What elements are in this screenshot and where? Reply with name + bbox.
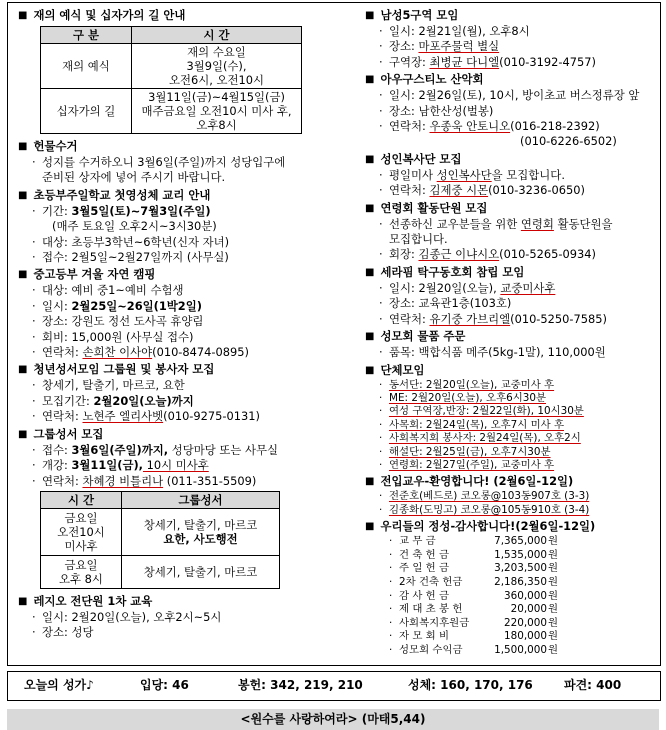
section-title: ■ 레지오 전단원 1차 교육 — [18, 593, 153, 608]
group-bible-table — [40, 491, 280, 589]
list-item: · 회비: 15,000원 (사무실 접수) — [32, 329, 194, 344]
cell-line: 금요일 — [64, 510, 98, 525]
section-table-tennis — [365, 264, 665, 327]
list-item: · 연락처: 유기중 가브리엘(010-5250-7585) — [379, 311, 607, 326]
donation-row: · 자 모 회 비 180,000 원 — [389, 630, 559, 643]
square-bullet-icon: ■ — [18, 428, 28, 440]
list-item: · 개강: 3월11일(금), 10시 미사후 — [32, 458, 209, 473]
list-item: · 김종화(도밍고) 코오롱@105동910호 (3-4) — [379, 503, 590, 516]
left-column — [18, 7, 353, 642]
list-item: · 장소: 성당 — [32, 625, 94, 640]
cell-line: 금요일 — [64, 557, 98, 572]
table-cell: 십자가의 길 — [41, 89, 132, 134]
section-title: ■ 남성5구역 모임 — [365, 8, 459, 22]
list-item: (매주 토요일 오후2시~3시30분) — [52, 219, 217, 234]
bulletin-frame — [7, 2, 661, 666]
donation-row: · 사회복지후원금 220,000 원 — [389, 616, 559, 629]
hymn-offertory: 봉헌: 342, 219, 210 — [238, 678, 363, 693]
table-header: 구 분 — [41, 27, 132, 44]
table-row — [41, 44, 302, 89]
schedule-table — [40, 26, 302, 134]
square-bullet-icon: ■ — [365, 266, 375, 278]
table-row — [41, 555, 280, 588]
list-item: · 연락처: 노현주 엘리사벳(010-9275-0131) — [32, 409, 260, 424]
list-item: · 동서단: 2월20일(오늘), 교중미사 후 — [379, 378, 555, 391]
list-item: · 창세기, 탈출기, 마르코, 요한 — [32, 378, 185, 393]
cell-line: 3월11일(금)~4월15일(금) — [148, 90, 285, 104]
section-legio-training — [18, 593, 353, 641]
list-item: · 장소: 마포주물럭 별실 — [379, 39, 500, 54]
hymn-communion: 성체: 160, 170, 176 — [408, 678, 533, 693]
list-item: · ME: 2월20일(오늘), 오후6시30분 — [379, 391, 547, 404]
table-header: 시 간 — [41, 491, 122, 508]
section-hiking-club — [365, 71, 665, 150]
donation-row: · 교 무 금 7,365,000 원 — [389, 535, 559, 548]
section-palm-collection — [18, 138, 353, 186]
cell-line: 매주금요일 오전10시 미사 후, — [141, 104, 292, 118]
table-cell — [41, 555, 122, 588]
section-title: ■ 그룹성서 모집 — [18, 426, 104, 441]
cell-line: 오전10시 — [57, 524, 105, 539]
list-item: · 전준호(베드로) 코오롱@103동907호 (3-3) — [379, 490, 590, 503]
section-order — [365, 328, 665, 360]
table-cell: 재의 예식 — [41, 44, 132, 89]
list-item: · 일시: 2월20일(오늘), 오후2시~5시 — [32, 609, 222, 624]
list-item: · 대상: 예비 중1~예비 수험생 — [32, 283, 184, 298]
section-title: ■ 아우구스티노 산악회 — [365, 72, 484, 87]
bible-verse-bar: <원수를 사랑하여라> (마태5,44) — [7, 709, 659, 730]
square-bullet-icon: ■ — [365, 521, 375, 533]
cell-line: 요한, 사도행전 — [163, 531, 238, 546]
list-item: · 장소: 교육관1층(103호) — [379, 296, 512, 311]
square-bullet-icon: ■ — [18, 189, 28, 201]
table-cell — [132, 89, 302, 134]
list-item: · 접수: 2월5일~2월27일까지 (사무실) — [32, 250, 229, 265]
list-item: · 연락처: 우종욱 안토니오(016-218-2392) — [379, 119, 600, 134]
donation-row: · 성모회 수익금 1,500,000 원 — [389, 643, 559, 656]
section-ash-wednesday — [18, 7, 353, 134]
section-title: ■ 우리들의 정성-감사합니다!(2월6일-12일) — [365, 519, 596, 534]
table-row — [41, 89, 302, 134]
list-item: · 연락처: 김제중 시몬(010-3236-0650) — [379, 183, 585, 198]
table-header: 시 간 — [132, 27, 302, 44]
cell-line: 재의 수요일 — [187, 45, 246, 59]
section-funeral-ministry — [365, 200, 665, 263]
section-title: ■ 연령회 활동단원 모집 — [365, 200, 488, 215]
square-bullet-icon: ■ — [365, 476, 375, 488]
list-item: · 연락처: 손희찬 이사야(010-8474-0895) — [32, 345, 249, 360]
section-title: ■ 중고등부 겨울 자연 캠핑 — [18, 267, 156, 282]
cell-line: 미사후 — [64, 538, 98, 553]
list-item: · 사회복지회 봉사자: 2월24일(목), 오후2시 — [379, 432, 581, 445]
list-item: · 평일미사 성인복사단을 모집합니다. — [379, 167, 565, 182]
list-item: · 일시: 2월21일(월), 오후8시 — [379, 24, 530, 38]
donation-row: · 건 축 헌 금 1,535,000 원 — [389, 548, 559, 561]
section-title: ■ 성모회 물품 주문 — [365, 329, 466, 344]
list-item: · 품목: 백합식품 메주(5kg-1말), 110,000원 — [379, 345, 606, 360]
square-bullet-icon: ■ — [18, 141, 28, 152]
table-cell — [132, 44, 302, 89]
section-title: ■ 헌물수거 — [18, 139, 78, 153]
list-item: · 장소: 남한산성(벌봉) — [379, 103, 494, 118]
list-item: · 기간: 3월5일(토)~7월3일(주일) — [32, 203, 211, 218]
square-bullet-icon: ■ — [18, 269, 28, 281]
hymn-entrance: 입당: 46 — [140, 678, 189, 693]
cell-line: 3월9일(수), — [186, 59, 247, 73]
section-altar-servers — [365, 151, 665, 199]
list-item: · 해설단: 2월25일(금), 오후7시30분 — [379, 445, 551, 458]
list-item: · 일시: 2월20일(오늘), 교중미사후 — [379, 280, 556, 295]
square-bullet-icon: ■ — [365, 74, 375, 86]
section-title: ■ 재의 예식 및 십자가의 길 안내 — [18, 8, 186, 22]
list-item: · 연락처: 차혜경 비틀리나 (011-351-5509) — [32, 473, 257, 488]
table-cell — [122, 508, 280, 555]
hymn-recessional: 파견: 400 — [564, 678, 622, 693]
section-group-bible — [18, 426, 353, 589]
list-item: · 여성 구역장,반장: 2월22일(화), 10시30분 — [379, 405, 584, 418]
list-item: 모집합니다. — [389, 232, 448, 247]
section-new-parishioners — [365, 473, 665, 517]
table-row — [41, 508, 280, 555]
square-bullet-icon: ■ — [18, 10, 28, 21]
list-item: · 일시: 2월26일(토), 10시, 방이초교 버스정류장 앞 — [379, 88, 640, 103]
list-item: · 회장: 김종근 이냐시오(010-5265-0934) — [379, 247, 596, 262]
list-item: · 장소: 강원도 정선 도사곡 휴양림 — [32, 314, 204, 329]
section-title: ■ 초등부주일학교 첫영성체 교리 안내 — [18, 187, 211, 202]
table-header: 그룹성서 — [122, 491, 280, 508]
list-item: (010-6226-6502) — [520, 134, 617, 149]
square-bullet-icon: ■ — [18, 595, 28, 607]
list-item: · 접수: 3월6일(주일)까지, 성당마당 또는 사무실 — [32, 442, 278, 457]
hymn-label: 오늘의 성가♪ — [24, 678, 94, 693]
cell-line: 오후 8시 — [59, 571, 103, 586]
list-item: · 구역장: 최병균 다니엘(010-3192-4757) — [379, 54, 596, 69]
section-donations — [365, 518, 665, 657]
section-winter-camping — [18, 266, 353, 360]
section-title: ■ 단체모임 — [365, 362, 425, 377]
section-title: ■ 성인복사단 모집 — [365, 151, 462, 166]
cell-line: 오후8시 — [196, 118, 237, 132]
cell-line: 오전6시, 오전10시 — [168, 73, 264, 87]
cell-line: 창세기, 탈출기, 마르코 — [143, 564, 258, 579]
square-bullet-icon: ■ — [365, 153, 375, 165]
donation-row: · 주 일 헌 금 3,203,500 원 — [389, 562, 559, 575]
table-cell — [41, 508, 122, 555]
list-item: · 대상: 초등부3학년~6학년(신자 자녀) — [32, 234, 230, 249]
section-youth-bible — [18, 361, 353, 424]
donation-row: · 2차 건축 헌금 2,186,350 원 — [389, 575, 559, 588]
list-item: · 일시: 2월25일~26일(1박2일) — [32, 298, 202, 313]
section-title: ■ 전입교우-환영합니다! (2월6일-12일) — [365, 474, 574, 489]
right-column — [365, 7, 665, 659]
square-bullet-icon: ■ — [18, 364, 28, 376]
section-title: ■ 세라핌 탁구동호회 참립 모임 — [365, 264, 525, 279]
list-item: · 연령회: 2월27일(주일), 교중미사 후 — [379, 458, 555, 471]
section-group-meetings — [365, 362, 665, 473]
hymn-bar — [7, 671, 661, 701]
square-bullet-icon: ■ — [365, 202, 375, 214]
list-item: · 모집기간: 2월20일(오늘)까지 — [32, 393, 194, 408]
section-title: ■ 청년성서모임 그룹원 및 봉사자 모집 — [18, 362, 215, 377]
square-bullet-icon: ■ — [365, 331, 375, 343]
list-item: · 사목회: 2월24일(목), 오후7시 미사 후 — [379, 418, 565, 431]
section-first-communion — [18, 187, 353, 266]
cell-line: 창세기, 탈출기, 마르코 — [143, 517, 258, 532]
list-item: 준비된 상자에 넣어 주시기 바랍니다. — [42, 170, 226, 185]
list-item: · 성지를 수거하오니 3월6일(주일)까지 성당입구에 — [32, 155, 286, 169]
donation-row: · 감 사 헌 금 360,000 원 — [389, 589, 559, 602]
donation-row: · 제 대 초 봉 헌 20,000 원 — [389, 603, 559, 616]
section-men-district — [365, 7, 665, 70]
list-item: · 선종하신 교우분들을 위한 연령회 활동단원을 — [379, 216, 613, 231]
square-bullet-icon: ■ — [365, 364, 375, 376]
square-bullet-icon: ■ — [365, 10, 375, 21]
table-cell — [122, 555, 280, 588]
